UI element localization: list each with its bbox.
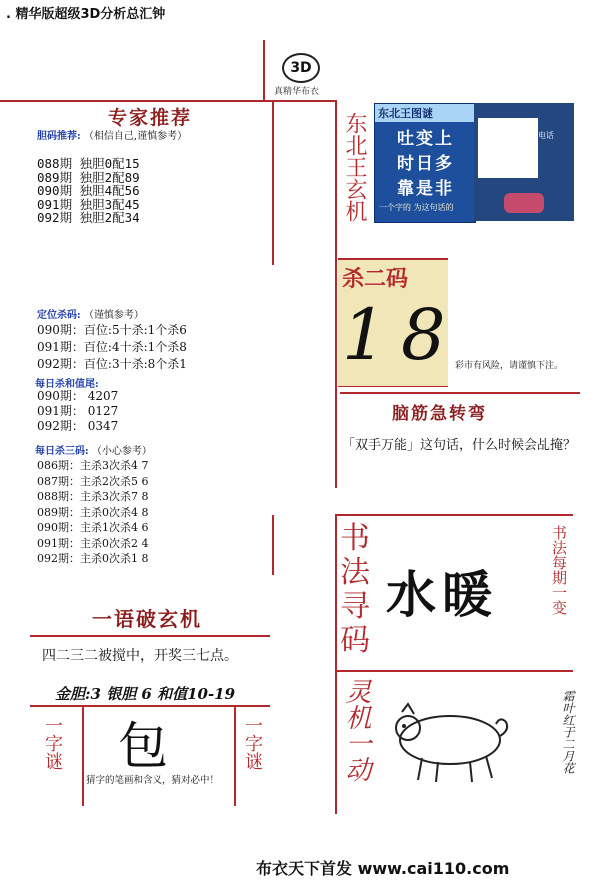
list-item: 091期 独胆3配45 (37, 196, 140, 212)
frame-line (272, 515, 274, 575)
list-item: 092期：主杀0次杀1 8 (37, 552, 149, 565)
dongbei-vertical: 东北王玄机 (342, 112, 367, 222)
list-item: 092期：百位:3十杀:8个杀1 (37, 357, 187, 371)
frame-line (263, 40, 265, 100)
list-item: 089期 独胆2配89 (37, 169, 140, 185)
dongbei-poem-3: 靠是非 (397, 179, 454, 199)
dongbei-box-title: 东北王图谜 (375, 104, 475, 122)
dongbei-box-note: 一个字的 为这句话的 (379, 203, 454, 212)
sansan-note: （小心参考） (91, 446, 152, 457)
brain-title: 脑筋急转弯 (392, 404, 487, 424)
dongbei-white-block (478, 118, 538, 178)
calligraphy-side-title: 书法寻码 (340, 521, 370, 658)
pig-drawing (382, 698, 532, 788)
expert-list (37, 157, 140, 225)
expert-subtitle-label: 胆码推荐: (37, 131, 81, 142)
riddle-side-right: 一字谜 (242, 716, 263, 770)
frame-line (30, 635, 270, 637)
dingwei-note: （谨慎参考） (83, 310, 144, 321)
riddle-hint: 猜字的笔画和含义，猜对必中！ (86, 775, 220, 786)
list-item: 092期： 0347 (37, 419, 119, 433)
sansan-header (35, 442, 152, 457)
kill2-label: 杀二码 (342, 267, 409, 292)
dongbei-right-image (474, 103, 574, 221)
list-item: 090期：百位:5十杀:1个杀6 (37, 323, 187, 337)
daily-label: 每日杀和值尾: (35, 379, 99, 390)
lingji-vertical: 灵机一动 (341, 678, 371, 782)
list-item: 088期：主杀3次杀7 8 (37, 490, 149, 503)
frame-line (272, 100, 274, 265)
footer-text: 布衣天下首发 www.cai110.com (256, 859, 510, 878)
dongbei-image-box (374, 103, 476, 223)
lingji-author: 霜叶红于二月花 (561, 690, 575, 774)
list-item: 091期：主杀0次杀2 4 (37, 536, 149, 550)
dingwei-header (37, 306, 144, 321)
frame-line (335, 514, 337, 814)
brain-question: 「双手万能」这句话，什么时候会乩掩？ (342, 438, 577, 453)
dongbei-corner-shape (504, 193, 544, 213)
riddle-title: 一语破玄机 (92, 607, 202, 631)
kill2-number-1: 1 (342, 294, 387, 376)
riddle-big-char: 包 (118, 717, 168, 775)
dongbei-poem-2: 时日多 (397, 154, 454, 174)
dingwei-list (37, 322, 187, 373)
dingwei-label: 定位杀码: (37, 310, 81, 321)
frame-line (335, 100, 337, 488)
riddle-side-left: 一字谜 (42, 716, 63, 770)
frame-line (0, 100, 335, 102)
list-item: 090期 独胆4配56 (37, 183, 140, 198)
dongbei-badge: 电话 (538, 131, 554, 140)
frame-line (340, 392, 580, 394)
list-item: 089期：主杀0次杀4 8 (37, 505, 149, 519)
gold-line: 金胆:3 银胆 6 和值10-19 (55, 685, 236, 703)
expert-subtitle (37, 127, 187, 142)
logo-badge-text: 3D (290, 60, 312, 76)
list-item: 090期：主杀1次杀4 6 (37, 521, 149, 534)
list-item: 090期： 4207 (37, 389, 119, 403)
pig-icon (382, 698, 532, 788)
list-item: 092期 独胆2配34 (37, 210, 140, 225)
list-item: 087期：主杀2次杀5 6 (37, 474, 149, 488)
page-header-title: . 精华版超级3D分析总汇钟 (6, 7, 166, 22)
calligraphy-word: 水暖 (386, 566, 498, 624)
riddle-text: 四二三二被搅中，开奖三七点。 (42, 648, 238, 664)
frame-line (335, 514, 573, 516)
list-item: 088期 独胆0配15 (37, 156, 140, 171)
daily-list (37, 389, 118, 434)
kill2-number-2: 8 (401, 294, 446, 376)
list-item: 091期：百位:4十杀:1个杀8 (37, 340, 187, 354)
list-item: 086期：主杀3次杀4 7 (37, 459, 149, 472)
kill2-risk: 彩市有风险，请谨慎下注。 (455, 361, 564, 371)
expert-subtitle-note: （相信自己,谨慎参考） (83, 131, 188, 142)
calligraphy-right-vertical: 书法每期一变 (550, 525, 568, 615)
frame-line (335, 670, 573, 672)
logo-subtitle: 真精华布衣 (274, 87, 320, 97)
sansan-list (37, 458, 149, 567)
list-item: 091期： 0127 (37, 404, 119, 418)
dongbei-poem-1: 吐变上 (397, 129, 454, 149)
logo-badge (282, 53, 320, 83)
sansan-label: 每日杀三码: (35, 446, 89, 457)
expert-title: 专家推荐 (108, 107, 193, 129)
